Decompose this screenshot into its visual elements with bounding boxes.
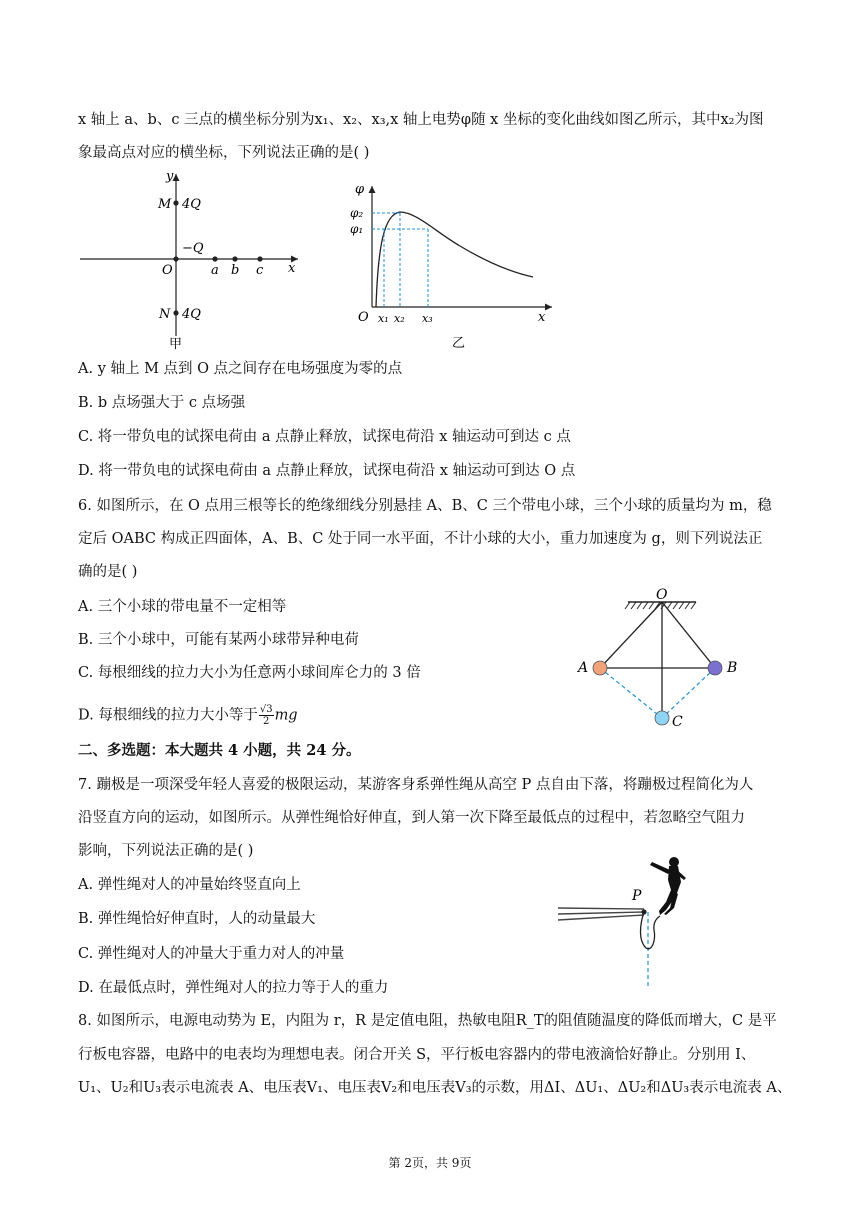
q7-option-b: B. 弹性绳恰好伸直时，人的动量最大: [78, 911, 316, 927]
q5-figure-yi: [340, 176, 560, 352]
q6-option-d-fraction: [259, 704, 274, 727]
ball-A: [593, 661, 607, 675]
yi-phi2-label: φ₂: [350, 206, 364, 220]
q5-option-d: D. 将一带负电的试探电荷由 a 点静止释放，试探电荷沿 x 轴运动可到达 O 点: [78, 463, 576, 479]
q6-option-b: B. 三个小球中，可能有某两小球带异种电荷: [78, 632, 359, 648]
jia-label-O: O: [162, 263, 173, 278]
jumper-silhouette: [650, 857, 686, 915]
yi-x-label: x: [538, 310, 546, 325]
jia-label-a: a: [211, 263, 219, 278]
jia-charge-N: 4Q: [182, 307, 201, 322]
q6-label-A: A: [578, 660, 589, 676]
q7-figure-bungee: [556, 852, 706, 992]
fraction-denominator: 2: [263, 716, 270, 727]
jia-label-M: M: [158, 197, 172, 212]
yi-x3-label: x₃: [422, 312, 433, 325]
q5-figure-jia: [76, 166, 308, 354]
q7-label-P: P: [632, 888, 642, 904]
jia-charge-M: 4Q: [182, 197, 201, 212]
q5-stem-line-1: x 轴上 a、b、c 三点的横坐标分别为x₁、x₂、x₃,x 轴上电势φ随 x 坐标的变化曲线如图乙所示，其中x₂为图: [78, 112, 764, 128]
jia-x-label: x: [288, 261, 296, 276]
yi-x2-label: x₂: [394, 312, 405, 325]
yi-origin-label: O: [358, 310, 369, 325]
q6-label-O: O: [656, 587, 668, 603]
q8-stem-line-3: U₁、U₂和U₃表示电流表 A、电压表V₁、电压表V₂和电压表V₃的示数，用ΔI、ΔU₁、ΔU₂和ΔU₃表示电流表 A、: [78, 1080, 792, 1096]
yi-caption: 乙: [452, 336, 466, 351]
ball-B: [708, 661, 722, 675]
q8-stem-line-2: 行板电容器，电路中的电表均为理想电表。闭合开关 S，平行板电容器内的带电液滴恰好静止。分别用 I、: [78, 1047, 756, 1063]
q6-stem-line-1: 6. 如图所示，在 O 点用三根等长的绝缘细线分别悬挂 A、B、C 三个带电小球，三个小球的质量均为 m，稳: [78, 498, 772, 514]
q6-label-C: C: [672, 714, 683, 730]
ball-C: [655, 711, 669, 725]
q7-stem-line-2: 沿竖直方向的运动，如图所示。从弹性绳恰好伸直，到人第一次下降至最低点的过程中，若忽略空气阻力: [78, 810, 745, 826]
q6-option-d-suffix: mg: [274, 707, 298, 724]
yi-phi1-label: φ₁: [350, 222, 364, 236]
q5-stem-line-2: 象最高点对应的横坐标，下列说法正确的是( ): [78, 145, 370, 161]
q5-option-a: A. y 轴上 M 点到 O 点之间存在电场强度为零的点: [78, 361, 403, 377]
jia-y-label: y: [166, 169, 174, 184]
q6-option-d-prefix: D. 每根细线的拉力大小等于: [78, 707, 258, 724]
q7-option-c: C. 弹性绳对人的冲量大于重力对人的冲量: [78, 946, 345, 962]
q7-stem-line-1: 7. 蹦极是一项深受年轻人喜爱的极限运动，某游客身系弹性绳从高空 P 点自由下落，将蹦极过程简化为人: [78, 777, 754, 793]
q5-option-b: B. b 点场强大于 c 点场强: [78, 395, 246, 411]
bungee-cord: [641, 912, 661, 949]
jia-caption: 甲: [169, 337, 183, 352]
q7-option-d: D. 在最低点时，弹性绳对人的拉力等于人的重力: [78, 980, 389, 996]
jia-charge-O: −Q: [182, 241, 204, 256]
q6-stem-line-3: 确的是( ): [78, 564, 138, 580]
q5-option-c: C. 将一带负电的试探电荷由 a 点静止释放，试探电荷沿 x 轴运动可到达 c 点: [78, 429, 571, 445]
q6-label-B: B: [727, 660, 738, 676]
section-heading-multiple-choice: 二、多选题：本大题共 4 小题，共 24 分。: [78, 742, 361, 759]
q6-option-d: [78, 704, 298, 727]
q7-option-a: A. 弹性绳对人的冲量始终竖直向上: [78, 877, 301, 893]
yi-phi-label: φ: [355, 182, 365, 197]
jia-label-c: c: [256, 263, 264, 278]
q7-stem-line-3: 影响，下列说法正确的是( ): [78, 843, 254, 859]
jia-label-b: b: [231, 263, 240, 278]
q6-figure-tetrahedron: [570, 584, 750, 732]
q8-stem-line-1: 8. 如图所示，电源电动势为 E，内阻为 r，R 是定值电阻，热敏电阻R_T的阻值随温度的降低而增大，C 是平: [78, 1013, 777, 1029]
q6-option-c: C. 每根细线的拉力大小为任意两小球间库仑力的 3 倍: [78, 665, 421, 681]
q6-stem-line-2: 定后 OABC 构成正四面体，A、B、C 处于同一水平面，不计小球的大小，重力加速度为 g，则下列说法正: [78, 531, 763, 547]
q6-option-a: A. 三个小球的带电量不一定相等: [78, 599, 287, 615]
page-footer: 第 2页，共 9页: [388, 1156, 472, 1170]
yi-x1-label: x₁: [378, 312, 389, 325]
jia-label-N: N: [159, 307, 171, 322]
fraction-numerator: √3: [259, 704, 273, 715]
